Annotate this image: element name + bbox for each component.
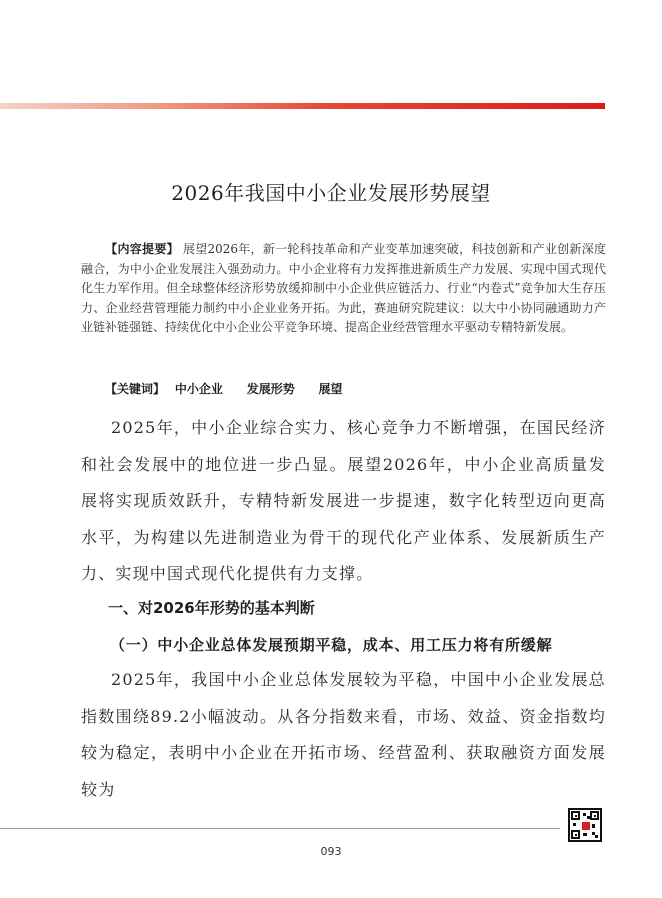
paragraph-1-text: 2025年，中小企业综合实力、核心竞争力不断增强，在国民经济和社会发展中的地位进一步凸显。展望2026年，中小企业高质量发展将实现质效跃升，专精特新发展进一步提速，数字化转型迈向更高水平，为构建以先进制造业为骨干的现代化产业体系、发展新质生产力、实现中国式现代化提供有力支撑。 (81, 418, 606, 583)
abstract-label: 【内容提要】 (105, 242, 179, 256)
section-heading: 一、对2026年形势的基本判断 (108, 599, 315, 617)
subsection-heading: （一）中小企业总体发展预期平稳，成本、用工压力将有所缓解 (110, 636, 553, 654)
keywords-label: 【关键词】 (105, 382, 166, 396)
body-paragraph (81, 410, 606, 593)
header-accent-bar (0, 103, 605, 109)
article-title: 2026年我国中小企业发展形势展望 (171, 181, 491, 205)
keyword: 中小企业 (174, 382, 223, 396)
keyword: 发展形势 (246, 382, 295, 396)
qr-code-icon (568, 808, 602, 842)
abstract (81, 240, 606, 338)
footer-divider (0, 828, 560, 829)
keyword: 展望 (318, 382, 343, 396)
page-number: 093 (320, 845, 342, 858)
abstract-text: 展望2026年，新一轮科技革命和产业变革加速突破，科技创新和产业创新深度融合，为中小企业发展注入强劲动力。中小企业将有力发挥推进新质生产力发展、实现中国式现代化生力军作用。但全球整体经济形势放缓抑制中小企业供应链活力、行业“内卷式”竞争加大生存压力、企业经营管理能力制约中小企业业务开拓。为此，赛迪研究院建议：以大中小协同融通助力产业链补链强链、持续优化中小企业公平竞争环境、提高企业经营管理水平驱动专精特新发展。 (81, 242, 606, 334)
keywords (105, 380, 357, 397)
body-paragraph (81, 662, 606, 808)
paragraph-2-text: 2025年，我国中小企业总体发展较为平稳，中国中小企业发展总指数围绕89.2小幅波动。从各分指数来看，市场、效益、资金指数均较为稳定，表明中小企业在开拓市场、经营盈利、获取融资方面发展较为 (81, 670, 606, 799)
